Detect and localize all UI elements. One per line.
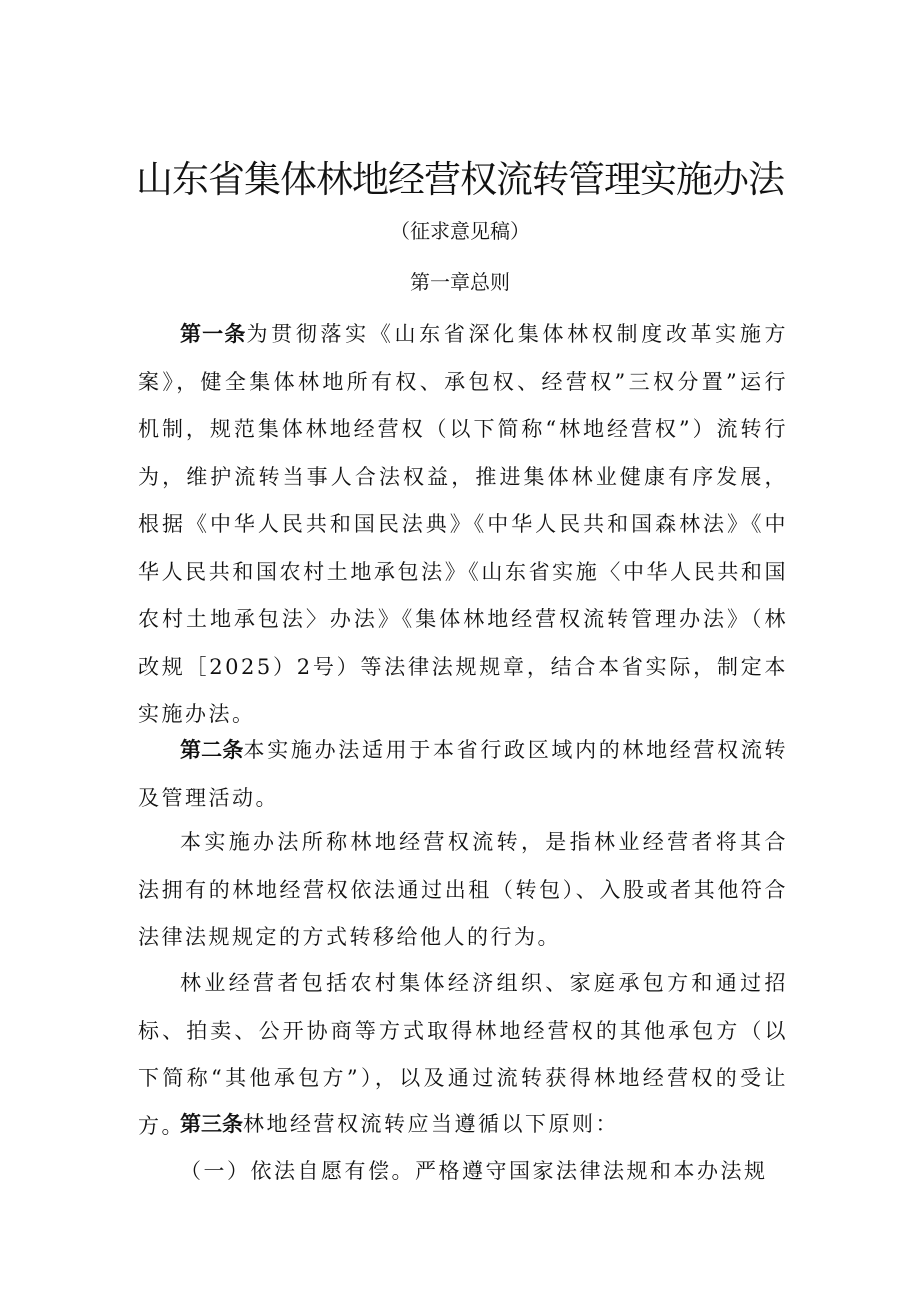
- document-title: 山东省集体林地经营权流转管理实施办法: [136, 158, 784, 201]
- article-3-paragraph: [138, 1101, 788, 1149]
- principle-1-paragraph: [138, 1148, 788, 1196]
- article-1-paragraph: [138, 311, 788, 739]
- principle-1-text: （一）依法自愿有偿。严格遵守国家法律法规和本办法规: [180, 1159, 768, 1183]
- article-2-operators-text: 林业经营者包括农村集体经济组织、家庭承包方和通过招标、拍卖、公开协商等方式取得林地经营权的其他承包方（以下简称“其他承包方”），以及通过流转获得林地经营权的受让方。: [138, 971, 788, 1138]
- article-1-text: 为贯彻落实《山东省深化集体林权制度改革实施方案》，健全集体林地所有权、承包权、经营权”三权分置”运行机制，规范集体林地经营权（以下简称“林地经营权”）流转行为，维护流转当事人合法权益，推进集体林业健康有序发展，根据《中华人民共和国民法典》《中华人民共和国森林法》《中华人民共和国农村土地承包法》《山东省实施〈中华人民共和国农村土地承包法〉办法》《集体林地经营权流转管理办法》（林改规［2025）2号）等法律法规规章，结合本省实际，制定本实施办法。: [138, 322, 788, 726]
- chapter-heading: 第一章总则: [410, 270, 510, 294]
- article-3-label: 第三条: [180, 1112, 243, 1136]
- article-2-text: 本实施办法适用于本省行政区域内的林地经营权流转及管理活动。: [138, 738, 789, 810]
- article-2-label: 第二条: [180, 738, 244, 762]
- article-2-paragraph: [138, 727, 788, 822]
- document-subtitle: （征求意见稿）: [390, 219, 530, 243]
- article-3-text: 林地经营权流转应当遵循以下原则：: [243, 1112, 619, 1136]
- article-2-definition-paragraph: [138, 819, 788, 962]
- article-2-definition-text: 本实施办法所称林地经营权流转，是指林业经营者将其合法拥有的林地经营权依法通过出租（转包）、入股或者其他符合法律法规规定的方式转移给他人的行为。: [138, 830, 788, 949]
- article-1-label: 第一条: [180, 322, 247, 346]
